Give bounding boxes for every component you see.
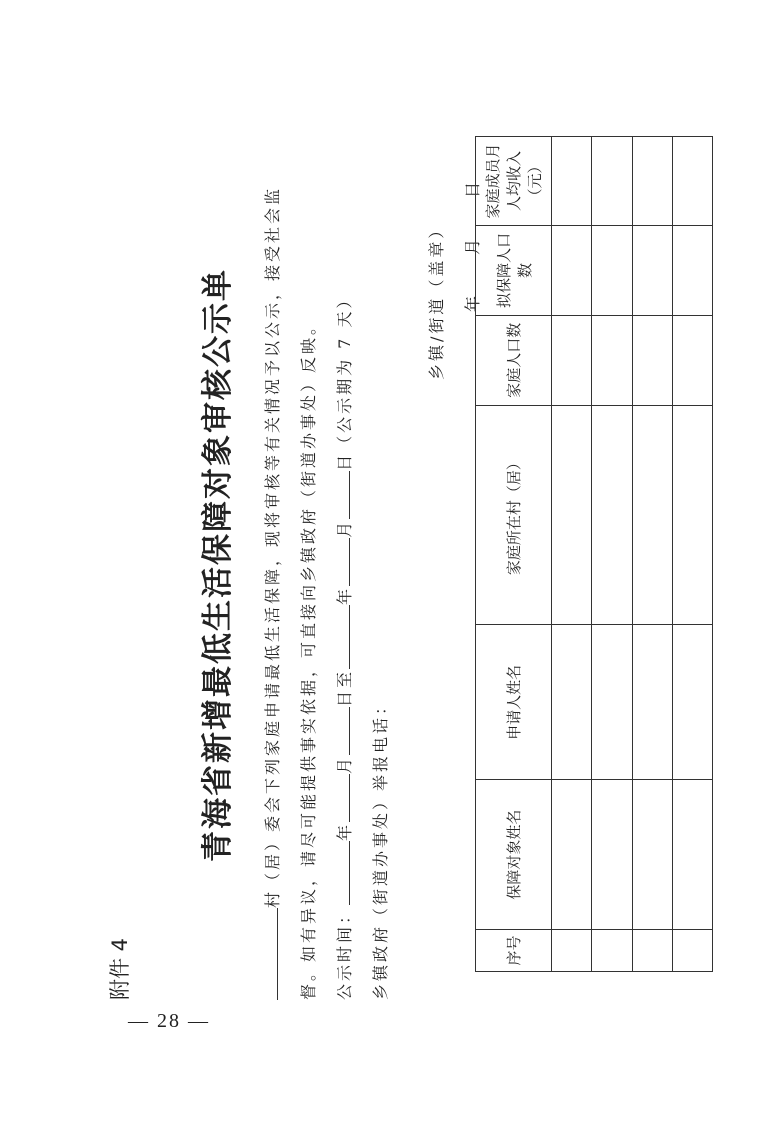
start-year-blank <box>333 841 350 905</box>
header-covered-size: 拟保障人口数 <box>476 225 552 315</box>
paragraph-line-1-text: 村（居）委会下列家庭申请最低生活保障，现将审核等有关情况予以公示，接受社会监 <box>263 185 282 908</box>
header-beneficiary-name: 保障对象姓名 <box>476 780 552 930</box>
end-year-label: 年 <box>335 585 354 605</box>
end-year-blank <box>333 605 350 669</box>
paragraph-line-1 <box>260 186 283 1000</box>
paragraph-line-2: 督。如有异议，请尽可能提供事实依据，可直接向乡镇政府（街道办事处）反映。 <box>299 315 318 1000</box>
header-household-size: 家庭人口数 <box>476 315 552 405</box>
header-village: 家庭所在村（居） <box>476 405 552 625</box>
day-to-label: 日至 <box>335 668 354 707</box>
start-month-label: 月 <box>335 754 354 774</box>
day-end-label: 日（公示期为 7 天） <box>335 289 354 471</box>
start-day-blank <box>333 707 350 755</box>
end-month-blank <box>333 538 350 586</box>
page-number: — 28 — <box>128 1010 210 1032</box>
end-day-blank <box>333 471 350 519</box>
end-month-label: 月 <box>335 518 354 538</box>
publicity-period-line <box>332 290 355 1000</box>
report-phone-line: 乡镇政府（街道办事处）举报电话： <box>371 695 390 1000</box>
seal-date: 年 月 日 <box>463 178 482 312</box>
start-year-label: 年 <box>335 821 354 841</box>
table-row <box>672 137 712 972</box>
start-month-blank <box>333 774 350 822</box>
publicity-table <box>475 136 713 972</box>
header-applicant-name: 申请人姓名 <box>476 625 552 780</box>
table-header-row <box>476 137 552 972</box>
publicity-label: 公示时间： <box>335 904 354 1000</box>
table-row <box>632 137 672 972</box>
village-blank <box>261 908 278 1000</box>
rotated-document <box>90 130 650 1000</box>
attachment-label: 附件 4 <box>108 937 132 1000</box>
header-index: 序号 <box>476 930 552 972</box>
table-row <box>592 137 632 972</box>
table-row <box>552 137 592 972</box>
header-income: 家庭成员月人均收入（元） <box>476 137 552 226</box>
seal-org: 乡镇/街道（盖章） <box>427 219 446 380</box>
document-title: 青海省新增最低生活保障对象审核公示单 <box>200 268 236 862</box>
